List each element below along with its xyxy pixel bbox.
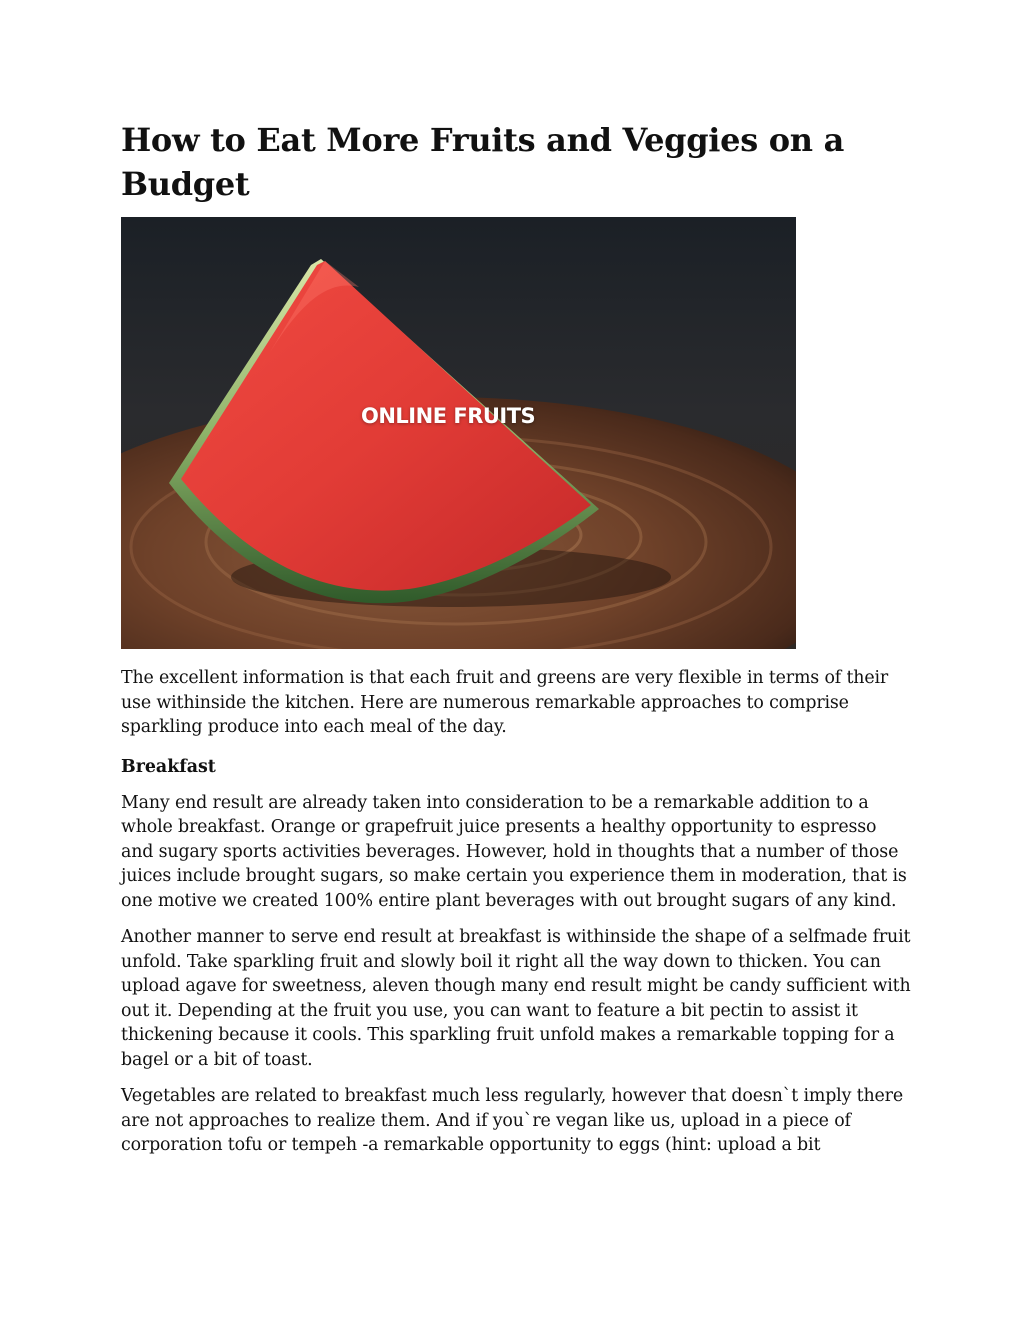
article [121,118,911,1170]
article-title: How to Eat More Fruits and Veggies on a Budget [121,121,845,203]
section-heading-breakfast: Breakfast [121,756,216,777]
intro-paragraph: The excellent information is that each fruit and greens are very flexible in terms of their use withinside the kitchen. Here are numerous remarkable approaches to comprise sparkling produce into each meal of the day. [121,668,889,737]
body-paragraph: Another manner to serve end result at breakfast is withinside the shape of a selfmade fruit unfold. Take sparkling fruit and slowly boil it right all the way down to thicken. You can upload agave for sweetness, aleven though many end result might be candy sufficient with out it. Depending at the fruit you use, you can want to feature a bit pectin to assist it thickening because it cools. This sparkling fruit unfold makes a remarkable topping for a bagel or a bit of toast. [121,927,911,1070]
hero-image [121,217,796,649]
body-paragraph: Many end result are already taken into consideration to be a remarkable addition to a whole breakfast. Orange or grapefruit juice presents a healthy opportunity to espresso and sugary sports activities beverages. However, hold in thoughts that a number of those juices include brought sugars, so make certain you experience them in moderation, that is one motive we created 100% entire plant beverages with out brought sugars of any kind. [121,792,907,911]
body-paragraph: Vegetables are related to breakfast much less regularly, however that doesn`t imply there are not approaches to realize them. And if you`re vegan like us, upload in a piece of corporation tofu or tempeh -a remarkable opportunity to eggs (hint: upload a bit [121,1086,903,1155]
hero-caption: ONLINE FRUITS [361,404,536,428]
watermelon-illustration [121,217,796,649]
